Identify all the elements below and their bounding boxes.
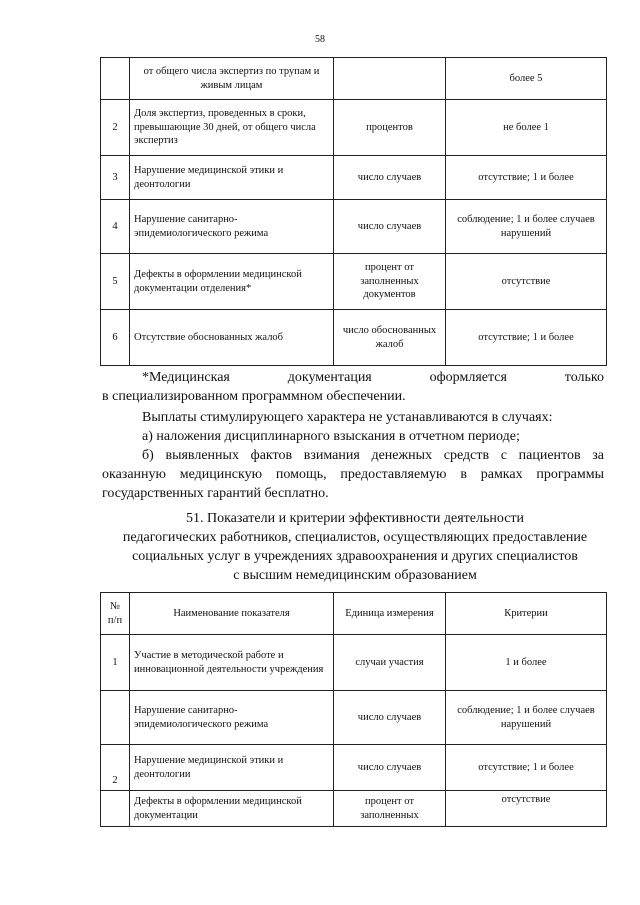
criteria-cell: отсутствие <box>446 791 607 827</box>
table-row <box>101 691 607 745</box>
indicators-table-1 <box>100 57 607 366</box>
indicator-cell: от общего числа экспертиз по трупам и живым лицам <box>130 58 334 100</box>
section-title-line-3: социальных услуг в учреждениях здравоохранения и других специалистов <box>132 549 578 564</box>
indicator-cell: Нарушение санитарно-эпидемиологического режима <box>130 691 334 745</box>
criteria-cell: отсутствие <box>446 254 607 310</box>
indicator-cell: Доля экспертиз, проведенных в сроки, превышающие 30 дней, от общего числа экспертиз <box>130 100 334 156</box>
footnote-line-1: *Медицинская документация оформляется только <box>142 370 604 385</box>
unit-cell: число обоснованных жалоб <box>334 310 446 366</box>
table-row <box>101 635 607 691</box>
table-row <box>101 200 607 254</box>
payments-block <box>102 408 604 503</box>
section-title-line-4: с высшим немедицинским образованием <box>233 568 477 583</box>
row-number <box>101 791 130 827</box>
row-number: 2 <box>101 100 130 156</box>
table-row <box>101 791 607 827</box>
footnote-line-2: в специализированном программном обеспечении. <box>102 389 406 404</box>
row-number: 3 <box>101 156 130 200</box>
payments-intro: Выплаты стимулирующего характера не устанавливаются в случаях: <box>142 410 553 425</box>
header-unit: Единица измерения <box>334 593 446 635</box>
criteria-cell: отсутствие; 1 и более <box>446 310 607 366</box>
indicators-table-2 <box>100 592 607 827</box>
row-number: 2 <box>101 745 130 791</box>
row-number: 5 <box>101 254 130 310</box>
criteria-cell: соблюдение; 1 и более случаев нарушений <box>446 691 607 745</box>
unit-cell: число случаев <box>334 745 446 791</box>
unit-cell: число случаев <box>334 200 446 254</box>
unit-cell: процент от заполненных <box>334 791 446 827</box>
unit-cell: число случаев <box>334 156 446 200</box>
indicator-cell: Дефекты в оформлении медицинской документации <box>130 791 334 827</box>
indicator-cell: Нарушение санитарно-эпидемиологического режима <box>130 200 334 254</box>
indicator-cell: Отсутствие обоснованных жалоб <box>130 310 334 366</box>
footnote <box>102 368 604 406</box>
criteria-cell: отсутствие; 1 и более <box>446 156 607 200</box>
table-row <box>101 100 607 156</box>
table-row <box>101 156 607 200</box>
indicator-cell: Нарушение медицинской этики и деонтологии <box>130 156 334 200</box>
indicator-cell: Дефекты в оформлении медицинской документации отделения* <box>130 254 334 310</box>
table-row <box>101 745 607 791</box>
indicator-cell: Участие в методической работе и инновационной деятельности учреждения <box>130 635 334 691</box>
criteria-cell: 1 и более <box>446 635 607 691</box>
section-title-line-2: педагогических работников, специалистов, осуществляющих предоставление <box>122 530 588 545</box>
criteria-cell: более 5 <box>446 58 607 100</box>
indicator-cell: Нарушение медицинской этики и деонтологии <box>130 745 334 791</box>
table-row <box>101 58 607 100</box>
row-number: 6 <box>101 310 130 366</box>
table-row <box>101 310 607 366</box>
header-indicator: Наименование показателя <box>130 593 334 635</box>
section-title <box>100 509 610 585</box>
row-number <box>101 58 130 100</box>
table-header-row <box>101 593 607 635</box>
criteria-cell: не более 1 <box>446 100 607 156</box>
unit-cell: случаи участия <box>334 635 446 691</box>
row-number: 1 <box>101 635 130 691</box>
unit-cell: процентов <box>334 100 446 156</box>
unit-cell <box>334 58 446 100</box>
criteria-cell: соблюдение; 1 и более случаев нарушений <box>446 200 607 254</box>
page-number: 58 <box>315 34 325 45</box>
payments-item-a: а) наложения дисциплинарного взыскания в отчетном периоде; <box>142 429 520 444</box>
row-number <box>101 691 130 745</box>
unit-cell: процент от заполненных документов <box>334 254 446 310</box>
header-criteria: Критерии <box>446 593 607 635</box>
header-num: № п/п <box>101 593 130 635</box>
section-title-line-1: 51. Показатели и критерии эффективности деятельности <box>185 511 525 526</box>
row-number: 4 <box>101 200 130 254</box>
criteria-cell: отсутствие; 1 и более <box>446 745 607 791</box>
unit-cell: число случаев <box>334 691 446 745</box>
payments-item-b: б) выявленных фактов взимания денежных средств с пациентов за оказанную медицинскую помощь, предоставляемую в рамках программы государственных гарантий бесплатно. <box>102 448 604 501</box>
table-row <box>101 254 607 310</box>
